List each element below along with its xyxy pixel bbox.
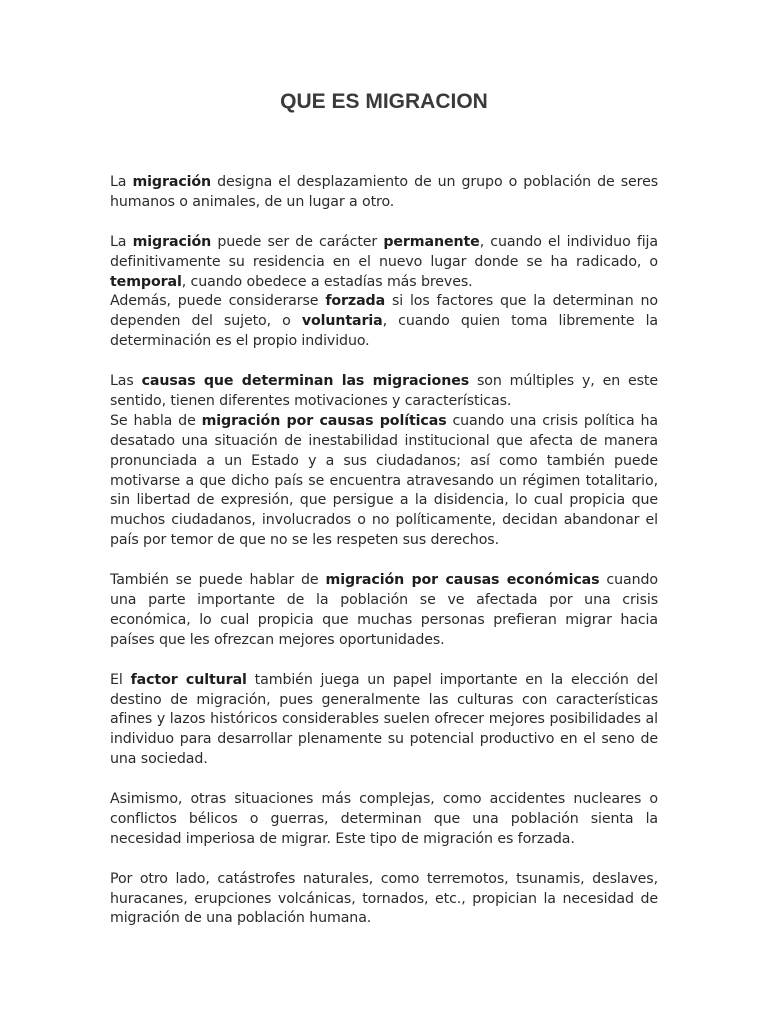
paragraph-forced-voluntary [110,292,658,352]
text-run: Se habla de [110,412,202,429]
text-run: También se puede hablar de [110,572,326,589]
emphasis-term: forzada [325,293,386,310]
text-run: , cuando el individuo fija definitivamente su residencia en el nuevo lugar donde se ha radicado, o [110,233,658,270]
text-run: La [110,174,133,190]
emphasis-term: migración por causas políticas [201,412,447,429]
text-run: cuando una crisis política ha desatado una situación de inestabilidad institucional que afecta de manera pronunciada a un Estado y a sus ciudadanos; así como también puede motivarse a que dicho país se encuentra atravesando un régimen totalitario, sin libertad de expresión, que persigue a la disidencia, lo cual propicia que muchos ciudadanos, involucrados o no políticamente, decidan abandonar el país por temor de que no se les respeten sus derechos. [110,412,658,549]
paragraph-complex-situations [110,790,658,850]
emphasis-term: migración [132,233,212,250]
text-run: también juega un papel importante en la elección del destino de migración, pues generalmente las culturas con características afines y lazos históricos considerables suelen ofrecer mejores posibilidades al individuo para desarrollar plenamente su potencial productivo en el seno de una sociedad. [110,671,658,768]
emphasis-term: migración por causas económicas [325,572,600,589]
text-run: cuando una parte importante de la población se ve afectada por una crisis económica, lo cual propicia que muchas personas prefieran migrar hacia países que les ofrezcan mejores oportunidades. [110,572,658,648]
emphasis-term: migración [132,174,212,190]
text-run: Asimismo, otras situaciones más complejas, como accidentes nucleares o conflictos bélicos o guerras, determinan que una población sienta la necesidad imperiosa de migrar. Este tipo de migración es forzada. [110,791,658,847]
text-run: si los factores que la determinan no dependen del sujeto, o [110,293,658,330]
document-body [110,173,658,949]
emphasis-term: temporal [110,273,182,290]
text-run: , cuando quien toma libremente la determinación es el propio individuo. [110,313,659,350]
paragraph-definition [110,173,658,213]
emphasis-term: permanente [383,233,480,250]
emphasis-term: causas que determinan las migraciones [141,373,470,390]
paragraph-causes [110,372,658,412]
emphasis-term: factor cultural [130,671,247,688]
text-run: Por otro lado, catástrofes naturales, como terremotos, tsunamis, deslaves, huracanes, erupciones volcánicas, tornados, etc., propician la necesidad de migración de una población humana. [110,870,658,927]
text-run: designa el desplazamiento de un grupo o población de seres humanos o animales, de un lugar a otro. [110,174,658,210]
text-run: La [110,233,133,250]
text-run: Además, puede considerarse [110,293,326,310]
paragraph-economic-causes [110,571,658,651]
paragraph-natural-disasters [110,870,658,930]
page-title: QUE ES MIGRACION [280,90,488,113]
paragraph-political-causes [110,412,658,551]
text-run: El [110,671,131,688]
emphasis-term: voluntaria [301,313,383,330]
paragraph-cultural-factor [110,671,658,771]
text-run: Las [110,373,142,390]
text-run: , cuando obedece a estadías más breves. [181,273,473,290]
text-run: puede ser de carácter [211,233,384,250]
paragraph-permanence [110,233,658,293]
text-run: son múltiples y, en este sentido, tienen diferentes motivaciones y características. [110,373,658,409]
